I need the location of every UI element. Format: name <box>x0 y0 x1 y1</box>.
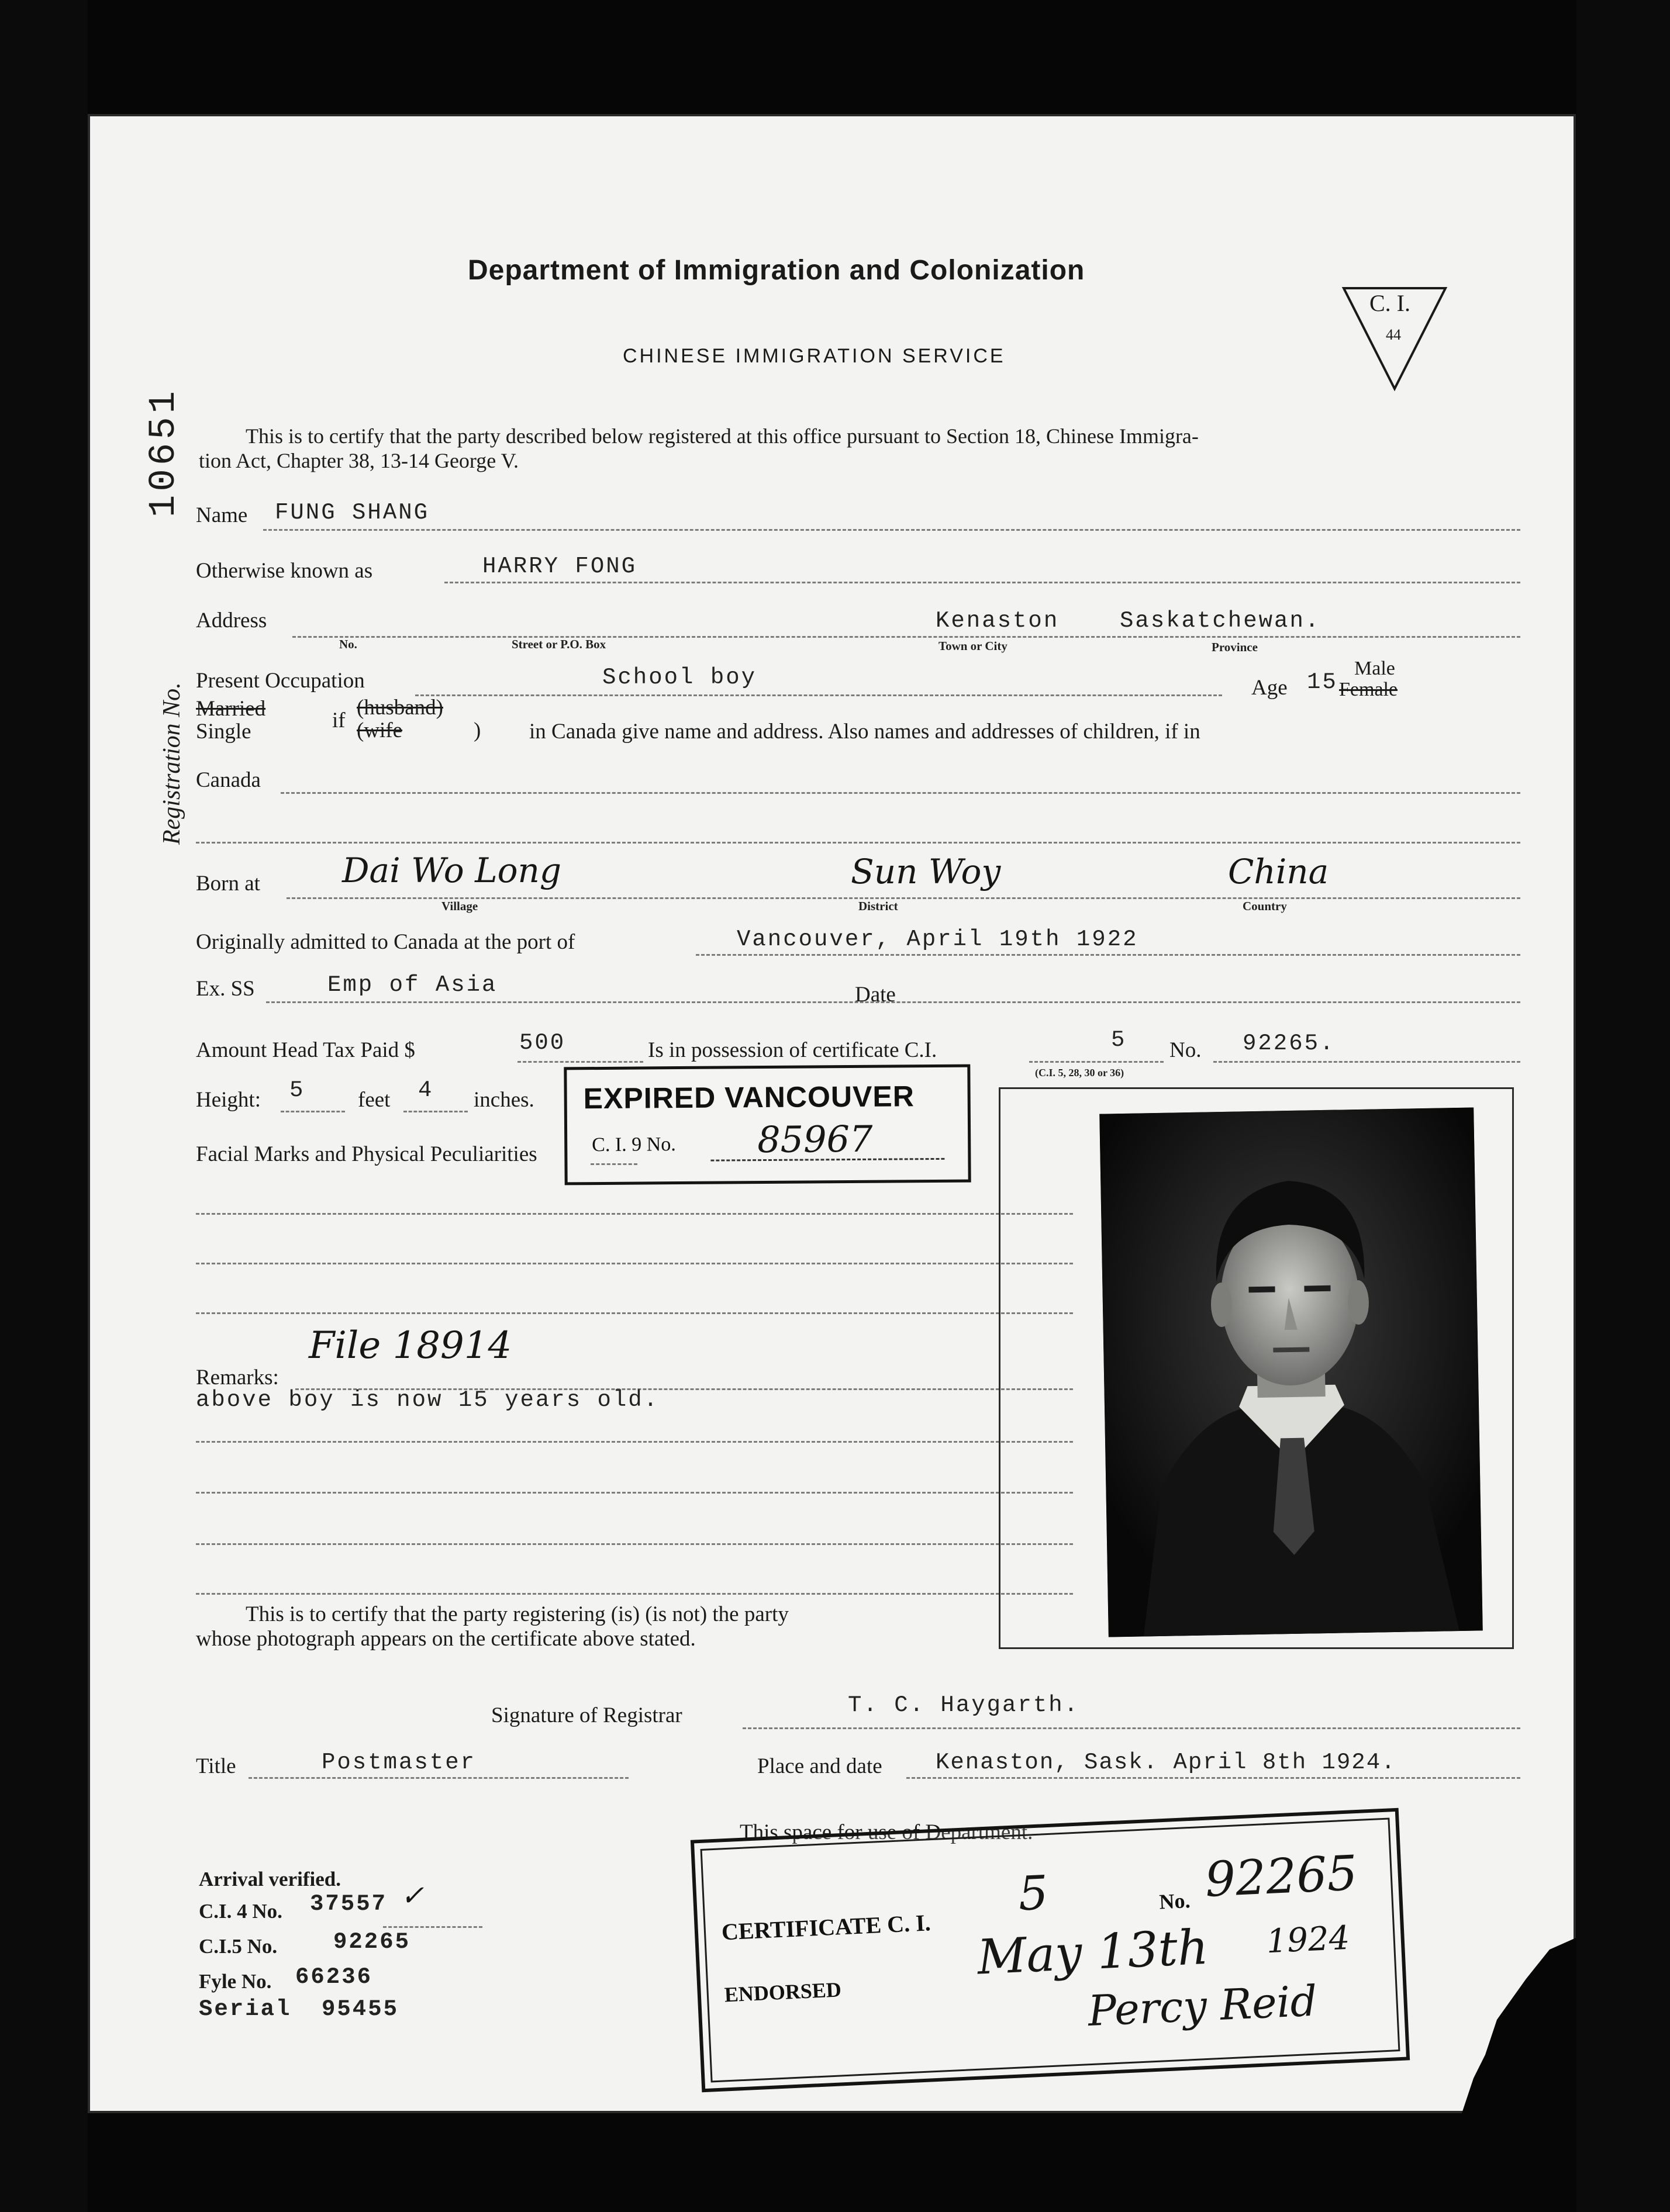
remarks-typed: above boy is now 15 years old. <box>196 1387 660 1413</box>
admitted-line <box>696 954 1520 956</box>
married-label: Married <box>196 697 266 721</box>
torn-corner <box>1462 1938 1576 2113</box>
arrival-serial-label: Serial <box>199 1996 292 2022</box>
headtax-label: Amount Head Tax Paid $ <box>196 1038 415 1062</box>
remarks-line-5 <box>196 1593 1073 1595</box>
expired-stamp-ci-label: C. I. 9 No. <box>592 1133 676 1156</box>
signature-value: T. C. Haygarth. <box>848 1692 1080 1718</box>
remarks-handwritten: File 18914 <box>309 1324 512 1367</box>
expired-stamp-line <box>710 1158 944 1162</box>
endorsed-no-label: No. <box>1158 1889 1191 1914</box>
endorsed-signature: Percy Reid <box>1086 1976 1319 2036</box>
remarks-label: Remarks: <box>196 1366 279 1390</box>
signature-label: Signature of Registrar <box>491 1703 682 1727</box>
registration-label: Registration No. <box>158 682 185 845</box>
date-label: Date <box>855 983 896 1007</box>
born-village-value: Dai Wo Long <box>342 851 562 890</box>
certify-intro: This is to certify that the party described below registered at this office pursuant to Section 18, Chinese Immigra- <box>246 424 1199 448</box>
possession-ci-value: 5 <box>1111 1027 1127 1053</box>
department-use-note: This space for use of Department. <box>740 1820 1033 1844</box>
portrait-photograph <box>1099 1107 1483 1637</box>
exss-label: Ex. SS <box>196 977 255 1001</box>
occupation-label: Present Occupation <box>196 669 365 693</box>
possession-no-value: 92265. <box>1243 1031 1336 1056</box>
age-value: 15 <box>1307 669 1338 695</box>
possession-caption: (C.I. 5, 28, 30 or 36) <box>1035 1067 1124 1079</box>
title-value: Postmaster <box>322 1750 477 1775</box>
born-country-caption: Country <box>1243 899 1287 913</box>
arrival-ci4-value: 37557 <box>310 1891 388 1917</box>
husband-label: (husband) <box>357 696 443 720</box>
expired-stamp-title: EXPIRED VANCOUVER <box>583 1080 915 1115</box>
certificate-endorsed-stamp <box>691 1808 1410 2093</box>
arrival-ci5-value: 92265 <box>333 1929 411 1955</box>
arrival-title: Arrival verified. <box>199 1868 341 1890</box>
name-value: FUNG SHANG <box>275 500 430 526</box>
facial-line-1 <box>591 1163 637 1165</box>
arrival-fyle-label: Fyle No. <box>199 1970 272 1993</box>
arrival-fyle-value: 66236 <box>295 1964 373 1990</box>
born-label: Born at <box>196 872 260 896</box>
form-badge-number: 44 <box>1386 326 1401 343</box>
remarks-line-3 <box>196 1492 1073 1494</box>
endorsed-no-value: 92265 <box>1203 1845 1359 1908</box>
address-no-caption: No. <box>339 637 357 651</box>
headtax-value: 500 <box>519 1030 566 1056</box>
exss-value: Emp of Asia <box>327 972 498 998</box>
admitted-value: Vancouver, April 19th 1922 <box>737 927 1138 952</box>
inches-label: inches. <box>474 1088 534 1112</box>
signature-line <box>743 1727 1520 1729</box>
headtax-line <box>517 1061 643 1063</box>
address-province-value: Saskatchewan. <box>1120 608 1321 634</box>
expired-vancouver-stamp <box>564 1064 971 1186</box>
born-country-value: China <box>1228 852 1329 891</box>
arrival-checkmark: ✓ <box>401 1879 425 1912</box>
address-line <box>292 636 1520 638</box>
possession-no-label: No. <box>1169 1038 1202 1062</box>
address-town-value: Kenaston <box>936 608 1060 634</box>
possession-label: Is in possession of certificate C.I. <box>648 1038 937 1062</box>
in-canada-text: in Canada give name and address. Also names and addresses of children, if in <box>529 720 1200 744</box>
endorsed-year: 1924 <box>1265 1919 1351 1961</box>
born-district-caption: District <box>858 899 898 913</box>
address-label: Address <box>196 609 267 633</box>
facial-line-3 <box>196 1263 1073 1264</box>
occupation-value: School boy <box>602 665 757 690</box>
canada-line-2 <box>196 842 1520 844</box>
remarks-line-2 <box>196 1441 1073 1443</box>
otherwise-label: Otherwise known as <box>196 559 373 583</box>
name-line <box>263 529 1520 531</box>
place-date-value: Kenaston, Sask. April 8th 1924. <box>936 1750 1396 1775</box>
born-village-caption: Village <box>441 899 478 913</box>
height-feet-value: 5 <box>289 1077 305 1103</box>
height-label: Height: <box>196 1088 261 1112</box>
wife-label: (wife <box>357 718 403 742</box>
address-street-caption: Street or P.O. Box <box>512 637 606 651</box>
otherwise-value: HARRY FONG <box>482 554 637 579</box>
registration-number: 10651 <box>143 387 185 517</box>
department-title: Department of Immigration and Colonization <box>468 255 1085 286</box>
endorsed-label: ENDORSED <box>723 1978 842 2007</box>
remarks-line-4 <box>196 1543 1073 1545</box>
place-date-label: Place and date <box>757 1754 882 1778</box>
certify-intro-line2: tion Act, Chapter 38, 13-14 George V. <box>199 449 519 472</box>
otherwise-line <box>444 582 1520 583</box>
film-edge-right <box>1576 0 1670 2212</box>
place-date-line <box>906 1777 1520 1779</box>
arrival-ci5-label: C.I.5 No. <box>199 1935 278 1958</box>
endorsed-date: May 13th <box>976 1919 1210 1986</box>
possession-ci-line <box>1029 1061 1164 1063</box>
height-inches-line <box>403 1111 468 1112</box>
certify-party-line1: This is to certify that the party registering (is) (is not) the party <box>246 1602 789 1626</box>
registration-certificate <box>88 114 1576 2113</box>
age-label: Age <box>1251 676 1288 700</box>
if-label: if <box>332 708 346 732</box>
sex-male: Male <box>1354 658 1395 679</box>
close-paren: ) <box>474 718 481 742</box>
service-title: CHINESE IMMIGRATION SERVICE <box>623 345 1006 367</box>
sex-female: Female <box>1339 679 1398 700</box>
possession-no-line <box>1213 1061 1520 1063</box>
address-town-caption: Town or City <box>938 639 1007 653</box>
arrival-serial-value: 95455 <box>322 1996 399 2022</box>
facial-label: Facial Marks and Physical Peculiarities <box>196 1142 537 1166</box>
arrival-ci4-label: C.I. 4 No. <box>199 1900 282 1923</box>
portrait-photograph-image <box>1099 1107 1483 1637</box>
title-line <box>249 1777 629 1779</box>
certify-party-line2: whose photograph appears on the certificate above stated. <box>196 1627 696 1651</box>
film-edge-left <box>0 0 88 2212</box>
endorsed-certificate-ci-value: 5 <box>1017 1865 1050 1921</box>
canada-label: Canada <box>196 768 261 792</box>
facial-line-4 <box>196 1312 1073 1314</box>
address-province-caption: Province <box>1212 640 1258 654</box>
height-inches-value: 4 <box>418 1077 434 1103</box>
name-label: Name <box>196 503 248 527</box>
facial-line-2 <box>196 1213 1073 1215</box>
admitted-label: Originally admitted to Canada at the port of <box>196 930 575 954</box>
single-label: Single <box>196 720 251 744</box>
born-district-value: Sun Woy <box>851 852 1001 891</box>
height-feet-line <box>281 1111 345 1112</box>
occupation-line <box>415 694 1222 696</box>
expired-stamp-ci-value: 85967 <box>757 1117 873 1162</box>
canada-line-1 <box>281 792 1520 794</box>
endorsed-certificate-label: CERTIFICATE C. I. <box>720 1909 931 1945</box>
form-badge-code: C. I. <box>1369 290 1410 316</box>
arrival-ci4-line <box>383 1926 482 1928</box>
title-label: Title <box>196 1754 236 1778</box>
feet-label: feet <box>358 1088 391 1112</box>
